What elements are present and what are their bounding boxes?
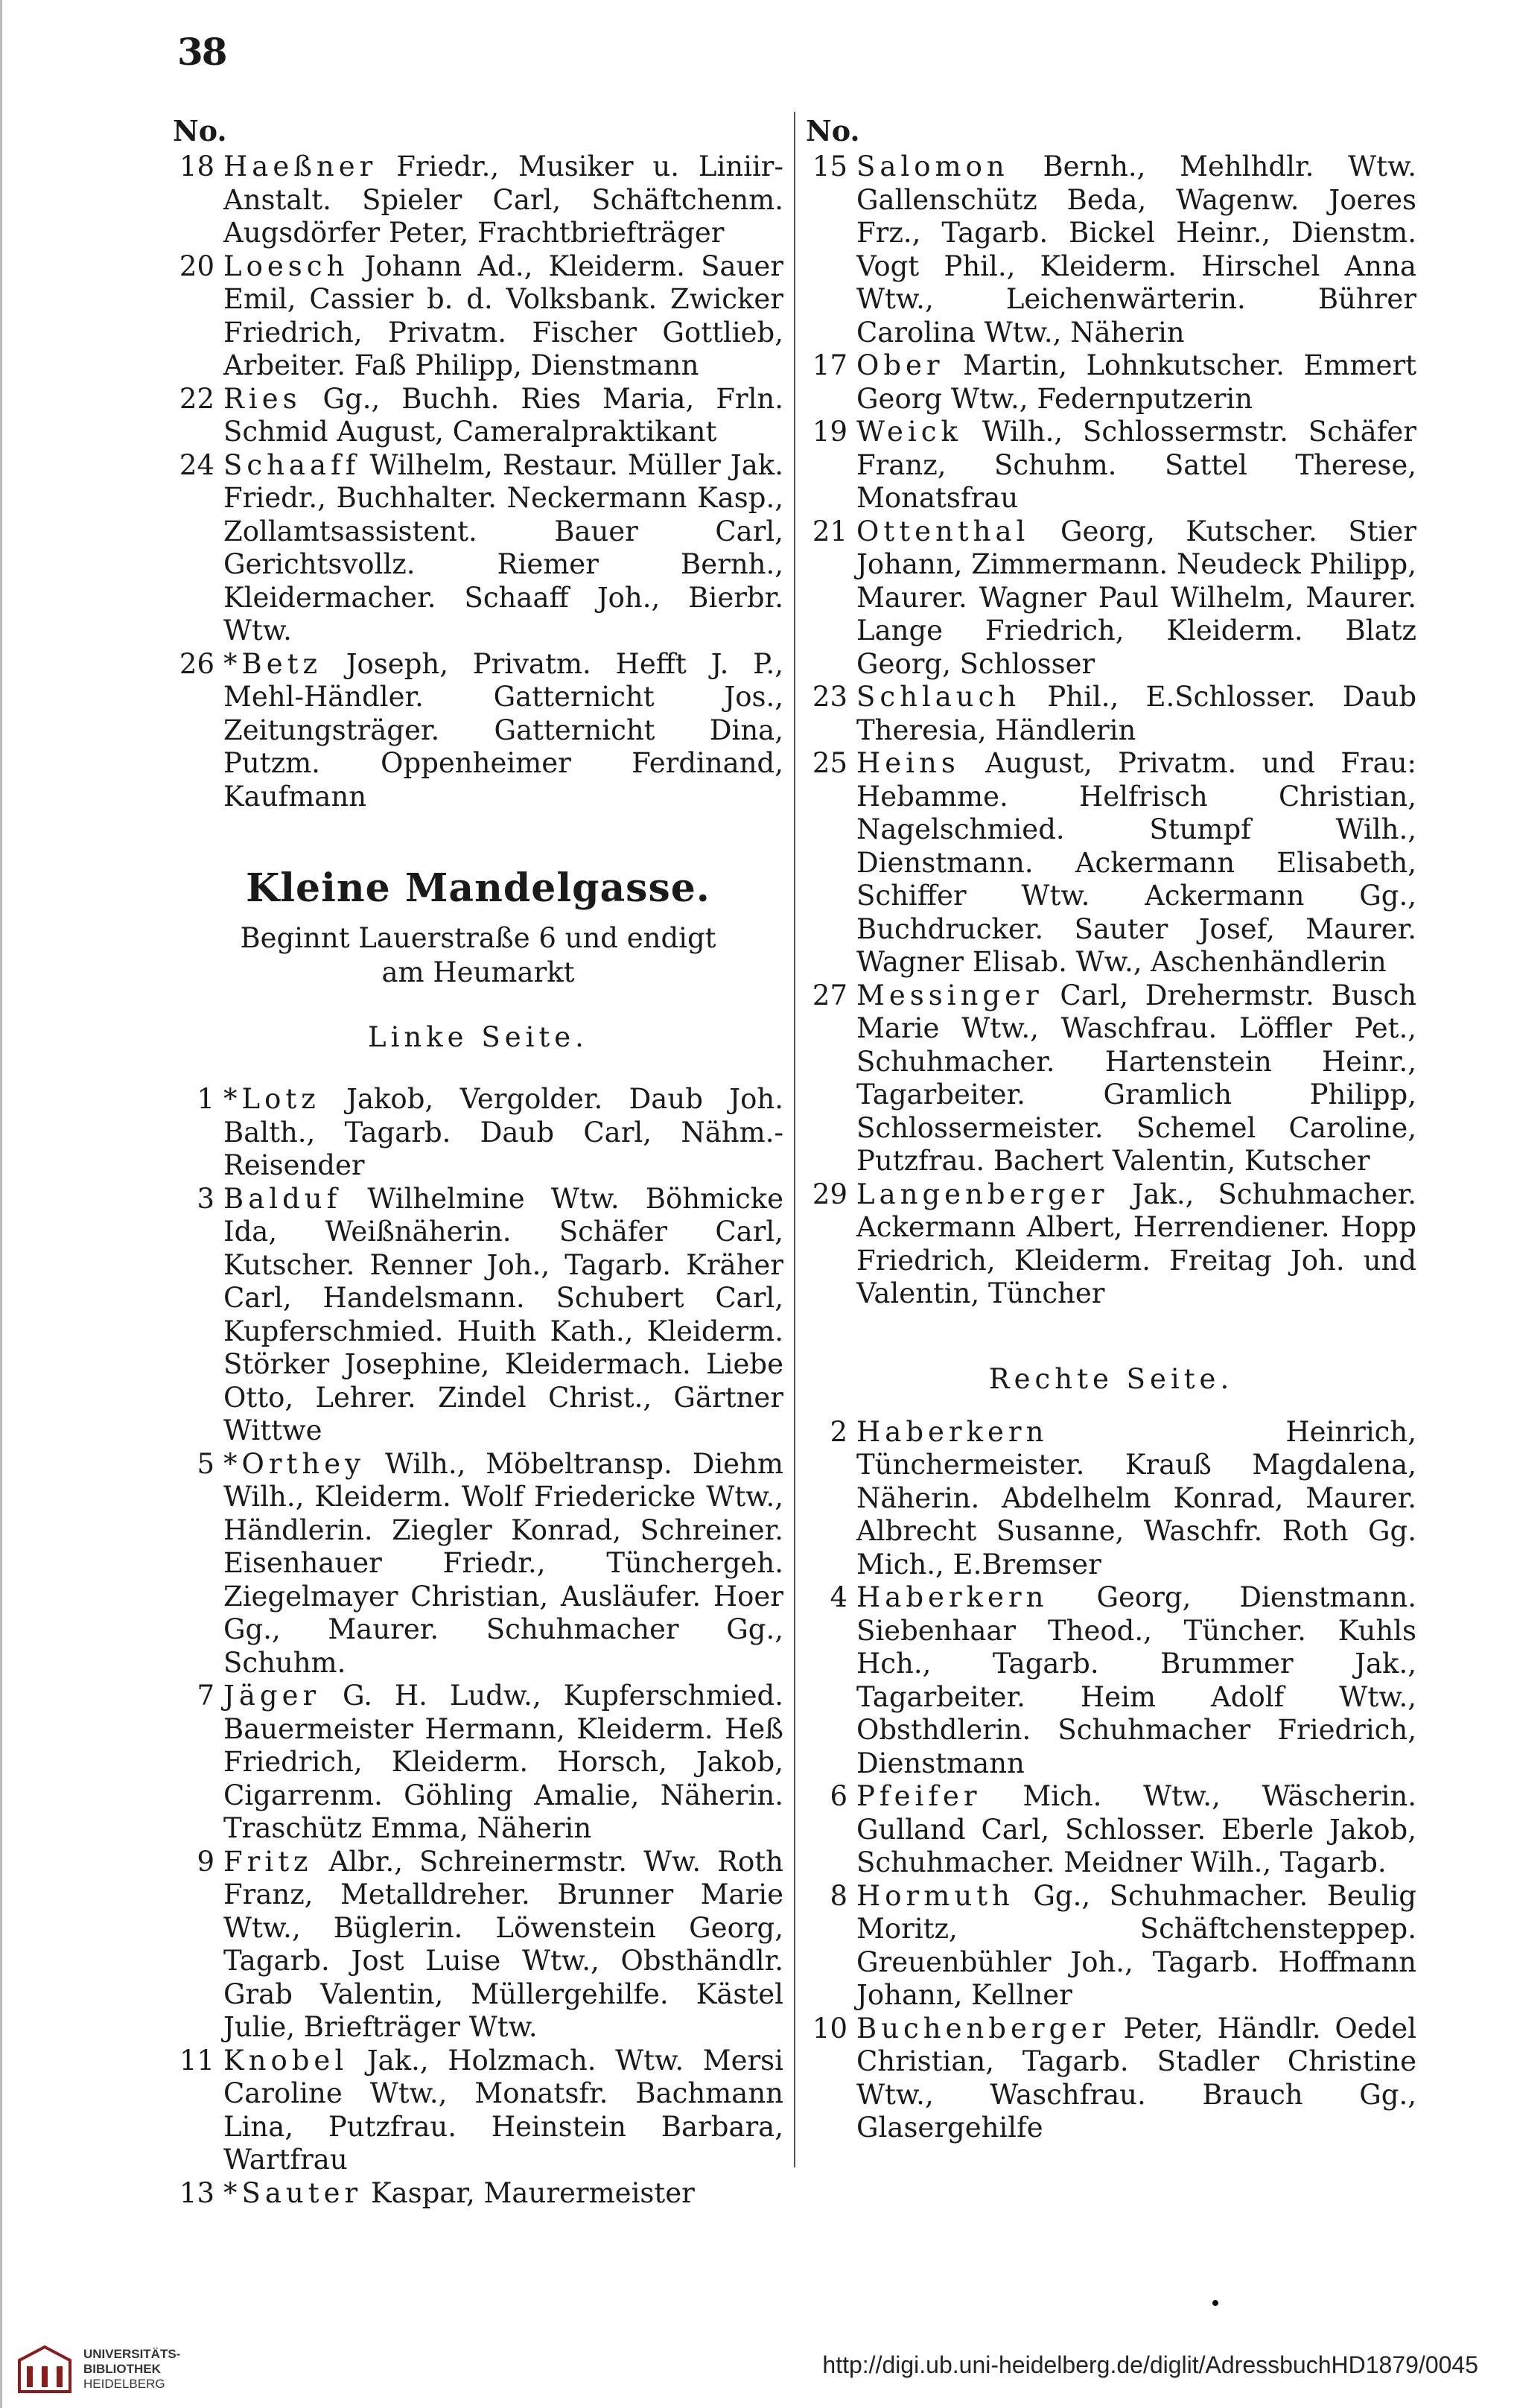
address-entry [173, 1680, 783, 1846]
page-number: 38 [177, 30, 226, 74]
resident-name: Haberkern [856, 1415, 1049, 1448]
ink-dot [1212, 2300, 1218, 2306]
resident-details: Gg., Schuhmacher. Beulig Moritz, Schäftchensteppер. Greuenbühler Joh., Tagarb. Hoffmann Johann, Kellner [856, 1879, 1416, 2011]
side-heading-right: Rechte Seite. [988, 1362, 1234, 1395]
resident-name: *Betz [223, 647, 322, 680]
column-header-right: No. [806, 114, 860, 147]
address-entry [806, 2013, 1416, 2145]
house-number: 8 [830, 1879, 847, 1912]
entry-text [856, 1178, 1416, 1311]
address-entry [173, 648, 783, 814]
entry-text [223, 2045, 783, 2177]
house-number: 6 [830, 1780, 847, 1812]
resident-details: Jak., Holzmach. Wtw. Mersi Caroline Wtw., Monatsfr. Bachmann Lina, Putzfrau. Heinstein Barbara, Wartfrau [223, 2044, 783, 2176]
house-number: 1 [197, 1083, 214, 1115]
address-entry [173, 449, 783, 648]
resident-details: Joseph, Privatm. Hefft J. P., Mehl-Händler. Gatternicht Jos., Zeitungsträger. Gatternicht Dina, Putzm. Oppenheimer Ferdinand, Kaufmann [223, 647, 783, 813]
house-number: 26 [179, 647, 214, 680]
address-entry [173, 1083, 783, 1183]
footer [0, 2328, 1514, 2408]
resident-details: Wilh., Möbeltransp. Diehm Wilh., Kleiderm. Wolf Friedericke Wtw., Händlerin. Ziegler Konrad, Schreiner. Eisenhauer Friedr., Tünchergeh. Ziegelmayer Christian, Ausläufer. Hoer Gg., Maurer. Schuhmacher Gg., Schuhm. [223, 1447, 783, 1679]
resident-name: *Lotz [223, 1083, 320, 1115]
entry-text [856, 2013, 1416, 2145]
entry-text [223, 1183, 783, 1448]
resident-details: Martin, Lohnkutscher. Emmert Georg Wtw., Federnputzerin [856, 349, 1416, 415]
house-number: 2 [830, 1415, 847, 1448]
resident-details: Friedr., Musiker u. Liniir-Anstalt. Spieler Carl, Schäftchenm. Augsdörfer Peter, Frachtbriefträger [223, 150, 783, 249]
entry-text [223, 449, 783, 648]
entry-text [856, 349, 1416, 416]
address-entry [806, 515, 1416, 682]
library-line-1: UNIVERSITÄTS- [83, 2347, 181, 2361]
entry-text [856, 150, 1416, 349]
house-number: 7 [197, 1680, 214, 1712]
entry-text [856, 979, 1416, 1178]
resident-name: *Sauter [223, 2176, 363, 2209]
address-entry [806, 416, 1416, 515]
address-entry [806, 1178, 1416, 1311]
resident-name: Schaaff [223, 448, 360, 481]
resident-name: Salomon [856, 150, 1009, 182]
resident-details: Wilhelm, Restaur. Müller Jak. Friedr., Buchhalter. Neckermann Kasp., Zollamtsassistent. Bauer Carl, Gerichtsvollz. Riemer Bernh., Kleidermacher. Schaaff Joh., Bierbr. Wtw. [223, 448, 783, 647]
house-number: 22 [179, 382, 214, 415]
resident-details: Georg, Kutscher. Stier Johann, Zimmermann. Neudeck Philipp, Maurer. Wagner Paul Wilhelm, Maurer. Lange Friedrich, Kleiderm. Blatz Georg, Schlosser [856, 515, 1416, 680]
address-entry [806, 747, 1416, 979]
side-heading-left: Linke Seite. [368, 1021, 588, 1053]
house-number: 15 [812, 150, 847, 182]
resident-details: Albr., Schreinermstr. Ww. Roth Franz, Metalldreher. Brunner Marie Wtw., Büglerin. Löwenstein Georg, Tagarb. Jost Luise Wtw., Obsthändlr. Grab Valentin, Müllergehilfe. Kästel Julie, Briefträger Wtw. [223, 1845, 784, 2043]
entry-text [223, 1448, 783, 1680]
entry-text [856, 1416, 1416, 1582]
entry-text [856, 515, 1416, 682]
house-number: 11 [179, 2044, 214, 2077]
resident-details: Johann Ad., Kleiderm. Sauer Emil, Cassier b. d. Volksbank. Zwicker Friedrich, Privatm. Fischer Gottlieb, Arbeiter. Faß Philipp, Dienstmann [223, 250, 783, 381]
resident-name: Loesch [223, 250, 349, 282]
address-entry [173, 250, 783, 383]
resident-details: G. H. Ludw., Kupferschmied. Bauermeister Hermann, Kleiderm. Heß Friedrich, Kleiderm. Horsch, Jakob, Cigarrenm. Göhling Amalie, Näherin. Traschütz Emma, Näherin [223, 1680, 783, 1844]
resident-name: Hormuth [856, 1879, 1014, 1912]
column-header: No. [173, 114, 227, 147]
entry-text [856, 681, 1416, 747]
address-entry [173, 1183, 783, 1448]
entry-text [223, 1846, 783, 2045]
house-number: 19 [812, 416, 847, 448]
entry-text [223, 150, 783, 250]
resident-details: August, Privatm. und Frau: Hebamme. Helfrisch Christian, Nagelschmied. Stumpf Wilh., Dienstmann. Ackermann Elisabeth, Schiffer Wtw. Ackermann Gg., Buchdrucker. Sauter Josef, Maurer. Wagner Elisab. Ww., Aschenhändlerin [856, 747, 1416, 978]
address-entry [173, 383, 783, 449]
resident-name: Knobel [223, 2044, 349, 2077]
house-number: 5 [197, 1447, 214, 1480]
address-entry [806, 349, 1416, 416]
house-number: 20 [179, 250, 214, 282]
house-number: 10 [812, 2012, 847, 2045]
address-entry [806, 1581, 1416, 1780]
entry-text [223, 1083, 783, 1183]
house-number: 21 [812, 515, 847, 547]
source-url-link[interactable]: http://digi.ub.uni-heidelberg.de/diglit/AdressbuchHD1879/0045 [822, 2351, 1478, 2378]
resident-name: Ober [856, 349, 944, 381]
entry-text [856, 1780, 1416, 1880]
left-column [173, 112, 783, 2210]
right-entry-list [806, 150, 1416, 1311]
resident-name: Ries [223, 382, 302, 415]
street-title: Kleine Mandelgasse. [246, 865, 710, 911]
resident-name: Langenberger [856, 1178, 1109, 1210]
entry-text [856, 416, 1416, 515]
resident-details: Phil., E.Schlosser. Daub Theresia, Händlerin [856, 681, 1417, 746]
resident-details: Carl, Drehermstr. Busch Marie Wtw., Waschfrau. Löffler Pet., Schuhmacher. Hartenstein Heinr., Tagarbeiter. Gramlich Philipp, Schlossermeister. Schemel Caroline, Putzfrau. Bachert Valentin, Kutscher [856, 979, 1416, 1177]
resident-details: Wilhelmine Wtw. Böhmicke Ida, Weißnäherin. Schäfer Carl, Kutscher. Renner Joh., Tagarb. Kräher Carl, Handelsmann. Schubert Carl, Kupferschmied. Huith Kath., Kleiderm. Störker Josephine, Kleidermach. Liebe Otto, Lehrer. Zindel Christ., Gärtner Wittwe [223, 1182, 784, 1446]
address-entry [806, 1780, 1416, 1880]
resident-details: Heinrich, Tünchermeister. Krauß Magdalena, Näherin. Abdelhelm Konrad, Maurer. Albrecht Susanne, Waschfr. Roth Gg. Mich., E.Bremser [856, 1415, 1416, 1581]
address-entry [806, 1416, 1416, 1582]
entry-text [856, 1880, 1416, 2013]
address-entry [806, 150, 1416, 349]
right-column [806, 112, 1416, 2145]
library-name [83, 2347, 180, 2392]
address-entry [806, 979, 1416, 1178]
entry-text [223, 250, 783, 383]
resident-name: Heins [856, 747, 960, 779]
resident-name: Balduf [223, 1182, 342, 1215]
resident-details: Jak., Schuhmacher. Ackermann Albert, Herrendiener. Hopp Friedrich, Kleiderm. Freitag Joh. und Valentin, Tüncher [856, 1178, 1416, 1309]
resident-name: Fritz [223, 1845, 313, 1878]
entry-text [223, 1680, 783, 1846]
house-number: 24 [179, 448, 214, 481]
address-entry [173, 1448, 783, 1680]
left-entry-list-2 [173, 1083, 783, 2210]
entry-text [856, 1581, 1416, 1780]
house-number: 27 [812, 979, 847, 1011]
house-number: 23 [812, 681, 847, 713]
house-number: 13 [179, 2176, 214, 2209]
resident-details: Georg, Dienstmann. Siebenhaar Theod., Tüncher. Kuhls Hch., Tagarb. Brummer Jak., Tagarbeiter. Heim Adolf Wtw., Obsthdlerin. Schuhmacher Friedrich, Dienstmann [856, 1581, 1416, 1779]
resident-name: Buchenberger [856, 2012, 1110, 2045]
resident-name: Jäger [223, 1680, 321, 1712]
resident-details: Mich. Wtw., Wäscherin. Gulland Carl, Schlosser. Eberle Jakob, Schuhmacher. Meidner Wilh., Tagarb. [856, 1780, 1416, 1878]
resident-name: Pfeifer [856, 1780, 982, 1812]
right-entry-list-2 [806, 1416, 1416, 2145]
entry-text [223, 648, 783, 814]
entry-text [223, 383, 783, 449]
resident-details: Gg., Buchh. Ries Maria, Frln. Schmid August, Cameralpraktikant [223, 382, 783, 448]
address-entry [173, 150, 783, 250]
house-number: 29 [812, 1178, 847, 1210]
entry-text [223, 2177, 783, 2211]
house-number: 17 [812, 349, 847, 381]
street-description: Beginnt Lauerstraße 6 und endigt am Heumarkt [240, 922, 716, 988]
resident-name: Schlauch [856, 681, 1021, 713]
resident-details: Jakob, Vergolder. Daub Joh. Balth., Tagarb. Daub Carl, Nähm.-Reisender [223, 1083, 783, 1181]
resident-name: Ottenthal [856, 515, 1030, 547]
resident-details: Bernh., Mehlhdlr. Wtw. Gallenschütz Beda, Wagenw. Joeres Frz., Tagarb. Bickel Heinr., Dienstm. Vogt Phil., Kleiderm. Hirschel Anna Wtw., Leichenwärterin. Bührer Carolina Wtw., Näherin [856, 150, 1417, 349]
resident-name: Haberkern [856, 1581, 1049, 1613]
address-entry [806, 1880, 1416, 2013]
library-line-2: BIBLIOTHEK [83, 2362, 161, 2376]
entry-text [856, 747, 1416, 979]
house-number: 25 [812, 747, 847, 779]
resident-name: Messinger [856, 979, 1043, 1011]
address-entry [806, 681, 1416, 747]
house-number: 18 [179, 150, 214, 182]
resident-details: Kaspar, Maurermeister [370, 2176, 695, 2209]
resident-details: Peter, Händlr. Oedel Christian, Tagarb. Stadler Christine Wtw., Waschfrau. Brauch Gg., Glasergehilfe [856, 2012, 1416, 2144]
address-entry [173, 2177, 783, 2211]
resident-name: *Orthey [223, 1447, 366, 1480]
left-entry-list [173, 150, 783, 813]
address-entry [173, 2045, 783, 2177]
house-number: 3 [197, 1182, 214, 1215]
library-logo-icon [15, 2344, 74, 2396]
library-line-3: HEIDELBERG [83, 2377, 165, 2391]
resident-details: Wilh., Schlossermstr. Schäfer Franz, Schuhm. Sattel Therese, Monatsfrau [856, 416, 1416, 514]
resident-name: Weick [856, 416, 962, 448]
column-divider [794, 112, 795, 2167]
house-number: 4 [830, 1581, 847, 1613]
address-entry [173, 1846, 783, 2045]
page-edge [0, 0, 2, 2408]
resident-name: Haeßner [223, 150, 378, 182]
house-number: 9 [197, 1845, 214, 1878]
